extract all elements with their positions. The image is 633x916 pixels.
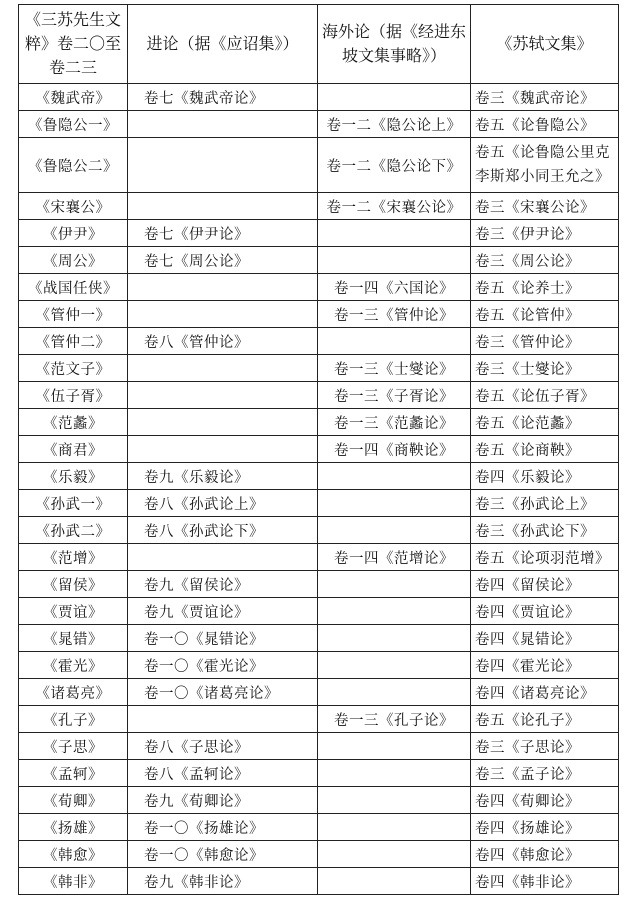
cell-jinlun-source	[128, 544, 318, 571]
cell-jinlun-source: 卷九《乐毅论》	[128, 463, 318, 490]
cell-wenji-source: 卷三《周公论》	[471, 247, 619, 274]
cell-haiwailun-source	[318, 463, 471, 490]
cell-jinlun-source: 卷九《韩非论》	[128, 868, 318, 895]
cell-haiwailun-source: 卷一二《宋襄公论》	[318, 193, 471, 220]
cell-haiwailun-source: 卷一三《孔子论》	[318, 706, 471, 733]
table-row	[19, 706, 619, 733]
cell-haiwailun-source: 卷一三《士燮论》	[318, 355, 471, 382]
cell-jinlun-source: 卷八《管仲论》	[128, 328, 318, 355]
cell-jinlun-source: 卷八《孙武论上》	[128, 490, 318, 517]
cell-wenji-source: 卷三《魏武帝论》	[471, 84, 619, 111]
cell-wencui-title: 《管仲一》	[19, 301, 128, 328]
cell-haiwailun-source: 卷一四《商鞅论》	[318, 436, 471, 463]
cell-jinlun-source: 卷一〇《晁错论》	[128, 625, 318, 652]
cell-wencui-title: 《范增》	[19, 544, 128, 571]
cell-wenji-source: 卷五《论范蠡》	[471, 409, 619, 436]
table-row	[19, 544, 619, 571]
cell-wenji-source: 卷五《论孔子》	[471, 706, 619, 733]
cell-wenji-source: 卷三《孟子论》	[471, 760, 619, 787]
header-cell-wencui: 《三苏先生文粹》卷二〇至卷二三	[19, 5, 128, 84]
cell-jinlun-source	[128, 274, 318, 301]
cell-haiwailun-source	[318, 787, 471, 814]
cell-wencui-title: 《荀卿》	[19, 787, 128, 814]
cell-wencui-title: 《韩非》	[19, 868, 128, 895]
cell-haiwailun-source: 卷一二《隐公论上》	[318, 111, 471, 138]
cell-wencui-title: 《孔子》	[19, 706, 128, 733]
table-row	[19, 138, 619, 193]
cell-haiwailun-source: 卷一二《隐公论下》	[318, 138, 471, 193]
cell-haiwailun-source: 卷一三《管仲论》	[318, 301, 471, 328]
table-row	[19, 598, 619, 625]
cell-wenji-source: 卷四《晁错论》	[471, 625, 619, 652]
header-cell-wenji: 《苏轼文集》	[471, 5, 619, 84]
cell-wencui-title: 《范蠡》	[19, 409, 128, 436]
cell-jinlun-source	[128, 111, 318, 138]
cell-haiwailun-source	[318, 841, 471, 868]
cell-jinlun-source: 卷一〇《扬雄论》	[128, 814, 318, 841]
cell-jinlun-source	[128, 355, 318, 382]
cell-wencui-title: 《伊尹》	[19, 220, 128, 247]
cell-wenji-source: 卷三《孙武论下》	[471, 517, 619, 544]
cell-haiwailun-source: 卷一四《六国论》	[318, 274, 471, 301]
cell-haiwailun-source	[318, 814, 471, 841]
cell-jinlun-source: 卷一〇《霍光论》	[128, 652, 318, 679]
cell-wenji-source: 卷三《子思论》	[471, 733, 619, 760]
cell-jinlun-source	[128, 706, 318, 733]
cell-wencui-title: 《子思》	[19, 733, 128, 760]
table-row	[19, 193, 619, 220]
cell-wencui-title: 《留侯》	[19, 571, 128, 598]
cell-wencui-title: 《伍子胥》	[19, 382, 128, 409]
cell-wencui-title: 《晁错》	[19, 625, 128, 652]
cell-haiwailun-source	[318, 598, 471, 625]
cell-wenji-source: 卷三《伊尹论》	[471, 220, 619, 247]
cell-jinlun-source: 卷八《孙武论下》	[128, 517, 318, 544]
table-row	[19, 490, 619, 517]
cell-wenji-source: 卷四《乐毅论》	[471, 463, 619, 490]
cell-wencui-title: 《霍光》	[19, 652, 128, 679]
header-cell-haiwailun: 海外论（据《经进东坡文集事略》）	[318, 5, 471, 84]
cell-haiwailun-source: 卷一三《范蠡论》	[318, 409, 471, 436]
cell-wencui-title: 《周公》	[19, 247, 128, 274]
cell-haiwailun-source	[318, 247, 471, 274]
header-cell-jinlun: 进论（据《应诏集》）	[128, 5, 318, 84]
cell-wencui-title: 《战国任侠》	[19, 274, 128, 301]
table-row	[19, 625, 619, 652]
cell-wenji-source: 卷四《贾谊论》	[471, 598, 619, 625]
cell-jinlun-source	[128, 301, 318, 328]
cell-wenji-source: 卷四《韩非论》	[471, 868, 619, 895]
cell-wencui-title: 《贾谊》	[19, 598, 128, 625]
table-row	[19, 571, 619, 598]
cell-haiwailun-source	[318, 733, 471, 760]
cell-wenji-source: 卷五《论养士》	[471, 274, 619, 301]
cell-haiwailun-source	[318, 760, 471, 787]
cell-wencui-title: 《管仲二》	[19, 328, 128, 355]
cell-wencui-title: 《鲁隐公一》	[19, 111, 128, 138]
table-row	[19, 517, 619, 544]
cell-wenji-source: 卷五《论管仲》	[471, 301, 619, 328]
cell-wenji-source: 卷四《韩愈论》	[471, 841, 619, 868]
cell-wencui-title: 《范文子》	[19, 355, 128, 382]
cell-jinlun-source: 卷七《魏武帝论》	[128, 84, 318, 111]
cell-wenji-source: 卷三《管仲论》	[471, 328, 619, 355]
cell-haiwailun-source	[318, 490, 471, 517]
cell-jinlun-source	[128, 193, 318, 220]
table-row	[19, 787, 619, 814]
cell-jinlun-source: 卷七《周公论》	[128, 247, 318, 274]
table-row	[19, 733, 619, 760]
cell-haiwailun-source	[318, 328, 471, 355]
table-row	[19, 814, 619, 841]
table-row	[19, 220, 619, 247]
cell-wencui-title: 《韩愈》	[19, 841, 128, 868]
cell-haiwailun-source	[318, 868, 471, 895]
cell-wenji-source: 卷五《论商鞅》	[471, 436, 619, 463]
cell-haiwailun-source	[318, 679, 471, 706]
header-row	[19, 5, 619, 84]
cell-wencui-title: 《魏武帝》	[19, 84, 128, 111]
cell-wenji-source: 卷三《孙武论上》	[471, 490, 619, 517]
cell-haiwailun-source	[318, 625, 471, 652]
cell-haiwailun-source: 卷一三《子胥论》	[318, 382, 471, 409]
cell-wenji-source: 卷五《论伍子胥》	[471, 382, 619, 409]
cell-haiwailun-source	[318, 517, 471, 544]
cell-jinlun-source: 卷九《贾谊论》	[128, 598, 318, 625]
cell-haiwailun-source: 卷一四《范增论》	[318, 544, 471, 571]
cell-jinlun-source: 卷七《伊尹论》	[128, 220, 318, 247]
cell-wencui-title: 《孙武二》	[19, 517, 128, 544]
table-row	[19, 274, 619, 301]
cell-jinlun-source: 卷一〇《韩愈论》	[128, 841, 318, 868]
table-row	[19, 760, 619, 787]
cell-wenji-source: 卷四《霍光论》	[471, 652, 619, 679]
table-row	[19, 409, 619, 436]
table-row	[19, 382, 619, 409]
cell-wenji-source: 卷三《士燮论》	[471, 355, 619, 382]
cell-wenji-source: 卷四《留侯论》	[471, 571, 619, 598]
cell-wenji-source: 卷五《论项羽范增》	[471, 544, 619, 571]
cell-wencui-title: 《孟轲》	[19, 760, 128, 787]
table-row	[19, 301, 619, 328]
cell-wencui-title: 《鲁隐公二》	[19, 138, 128, 193]
cell-wencui-title: 《商君》	[19, 436, 128, 463]
cell-haiwailun-source	[318, 571, 471, 598]
cell-haiwailun-source	[318, 652, 471, 679]
table-body	[19, 84, 619, 895]
cell-jinlun-source: 卷九《荀卿论》	[128, 787, 318, 814]
table-row	[19, 679, 619, 706]
table-row	[19, 355, 619, 382]
table-row	[19, 463, 619, 490]
table-row	[19, 868, 619, 895]
table-row	[19, 652, 619, 679]
cell-wenji-source: 卷五《论鲁隐公》	[471, 111, 619, 138]
table-row	[19, 111, 619, 138]
cell-jinlun-source: 卷一〇《诸葛亮论》	[128, 679, 318, 706]
cell-jinlun-source: 卷八《孟轲论》	[128, 760, 318, 787]
table-row	[19, 247, 619, 274]
cell-jinlun-source: 卷八《子思论》	[128, 733, 318, 760]
cell-wencui-title: 《扬雄》	[19, 814, 128, 841]
table-row	[19, 328, 619, 355]
cell-wenji-source: 卷五《论鲁隐公里克李斯郑小同王允之》	[471, 138, 619, 193]
cell-jinlun-source	[128, 138, 318, 193]
cell-wencui-title: 《孙武一》	[19, 490, 128, 517]
cell-wenji-source: 卷四《扬雄论》	[471, 814, 619, 841]
table-row	[19, 436, 619, 463]
cell-wencui-title: 《宋襄公》	[19, 193, 128, 220]
cell-haiwailun-source	[318, 84, 471, 111]
cell-wencui-title: 《诸葛亮》	[19, 679, 128, 706]
cell-wenji-source: 卷四《诸葛亮论》	[471, 679, 619, 706]
cell-wenji-source: 卷三《宋襄公论》	[471, 193, 619, 220]
cell-jinlun-source	[128, 382, 318, 409]
table-row	[19, 84, 619, 111]
cell-jinlun-source: 卷九《留侯论》	[128, 571, 318, 598]
comparison-table	[18, 4, 619, 895]
cell-jinlun-source	[128, 436, 318, 463]
cell-wenji-source: 卷四《荀卿论》	[471, 787, 619, 814]
cell-haiwailun-source	[318, 220, 471, 247]
cell-jinlun-source	[128, 409, 318, 436]
cell-wencui-title: 《乐毅》	[19, 463, 128, 490]
table-row	[19, 841, 619, 868]
